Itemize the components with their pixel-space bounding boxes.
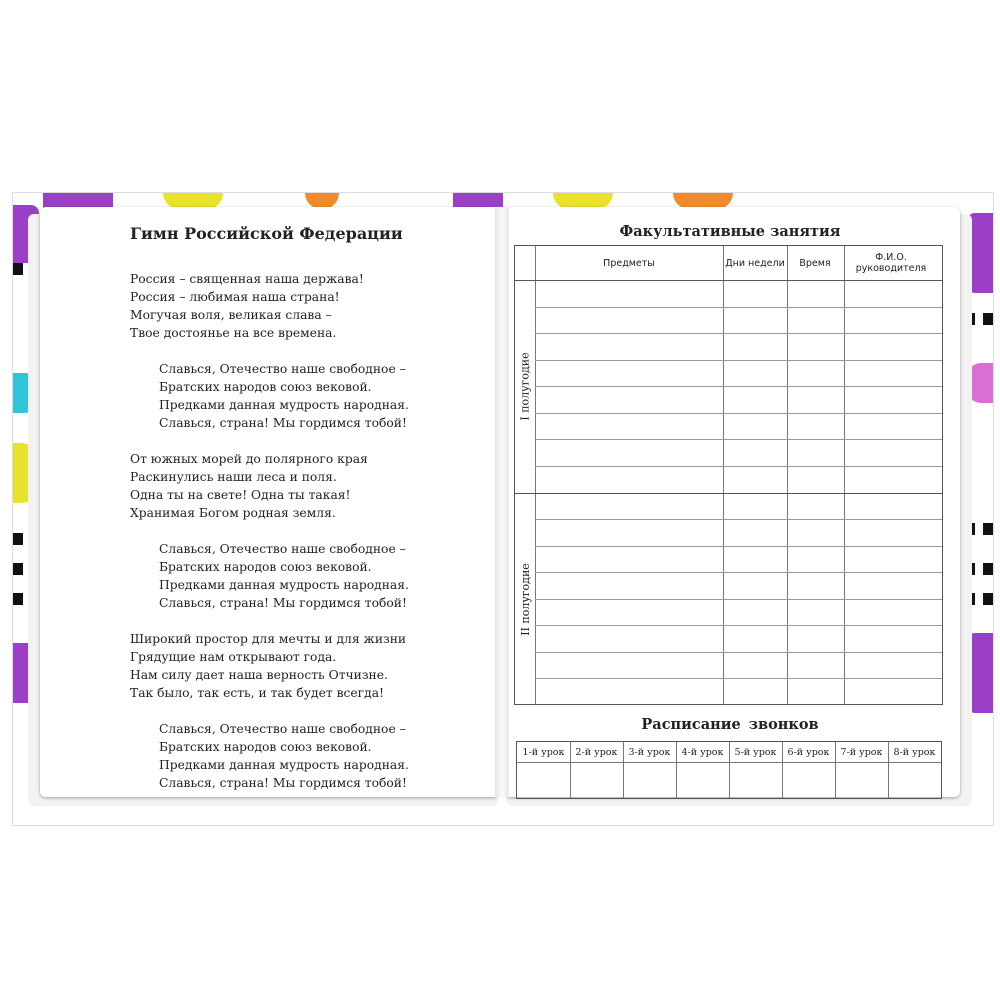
book-spine <box>495 207 509 797</box>
lesson-header: 8-й урок <box>893 746 936 758</box>
anthem-line: Братских народов союз вековой. <box>159 380 372 394</box>
bell-header-divider <box>517 762 941 763</box>
column-header-supervisor: Ф.И.О. руководителя <box>855 252 927 274</box>
lesson-header: 1-й урок <box>522 746 565 758</box>
anthem-line: Славься, страна! Мы гордимся тобой! <box>159 776 407 790</box>
bell-schedule-title: Расписание звонков <box>641 716 819 733</box>
anthem-line: Славься, Отечество наше свободное – <box>159 542 406 556</box>
column-divider <box>723 246 724 704</box>
row-divider <box>535 546 942 547</box>
anthem-line: Так было, так есть, и так будет всегда! <box>130 686 384 700</box>
header-divider <box>515 280 942 281</box>
anthem-line: Одна ты на свете! Одна ты такая! <box>130 488 351 502</box>
row-divider <box>535 652 942 653</box>
semester-label-text: II полугодие <box>518 562 532 636</box>
anthem-line: Славься, Отечество наше свободное – <box>159 722 406 736</box>
row-divider <box>535 466 942 467</box>
lesson-header: 4-й урок <box>681 746 724 758</box>
row-divider <box>535 333 942 334</box>
semester-divider <box>515 493 942 494</box>
anthem-line: Твое достоянье на все времена. <box>130 326 337 340</box>
lesson-header: 3-й урок <box>628 746 671 758</box>
semester-label-text: I полугодие <box>518 352 532 421</box>
row-divider <box>535 519 942 520</box>
lesson-header: 7-й урок <box>840 746 883 758</box>
anthem-line: Нам силу дает наша верность Отчизне. <box>130 668 388 682</box>
anthem-chorus-3 <box>159 720 409 792</box>
anthem-line: Братских народов союз вековой. <box>159 560 372 574</box>
anthem-line: Хранимая Богом родная земля. <box>130 506 336 520</box>
anthem-stanza-1 <box>130 270 409 342</box>
anthem-stanza-2 <box>130 450 409 522</box>
lesson-divider <box>729 742 730 798</box>
lesson-header: 2-й урок <box>575 746 618 758</box>
column-header-days: Дни недели <box>725 257 785 269</box>
anthem-chorus-2 <box>159 540 409 612</box>
row-divider <box>535 625 942 626</box>
lesson-divider <box>782 742 783 798</box>
lesson-divider <box>570 742 571 798</box>
lesson-divider <box>623 742 624 798</box>
anthem-line: Россия – любимая наша страна! <box>130 290 340 304</box>
anthem-line: Славься, Отечество наше свободное – <box>159 362 406 376</box>
column-header-time: Время <box>799 257 831 269</box>
anthem-line: Предками данная мудрость народная. <box>159 578 409 592</box>
anthem-line: Раскинулись наши леса и поля. <box>130 470 337 484</box>
lesson-header: 5-й урок <box>734 746 777 758</box>
anthem-line: Предками данная мудрость народная. <box>159 398 409 412</box>
row-divider <box>535 413 942 414</box>
lesson-divider <box>888 742 889 798</box>
lesson-divider <box>676 742 677 798</box>
lesson-divider <box>835 742 836 798</box>
optional-classes-table <box>514 245 943 705</box>
column-header-subjects: Предметы <box>603 257 655 269</box>
row-divider <box>535 678 942 679</box>
anthem-text <box>130 270 409 810</box>
row-divider <box>535 572 942 573</box>
row-divider <box>535 599 942 600</box>
column-divider <box>535 246 536 704</box>
anthem-title: Гимн Российской Федерации <box>130 224 403 243</box>
anthem-line: Могучая воля, великая слава – <box>130 308 332 322</box>
row-divider <box>535 439 942 440</box>
optional-classes-title: Факультативные занятия <box>619 223 841 240</box>
anthem-line: Грядущие нам открывают года. <box>130 650 337 664</box>
semester-label-second <box>515 493 535 705</box>
anthem-line: От южных морей до полярного края <box>130 452 368 466</box>
anthem-line: Предками данная мудрость народная. <box>159 758 409 772</box>
anthem-line: Братских народов союз вековой. <box>159 740 372 754</box>
lesson-header: 6-й урок <box>787 746 830 758</box>
row-divider <box>535 360 942 361</box>
anthem-stanza-3 <box>130 630 409 702</box>
anthem-line: Широкий простор для мечты и для жизни <box>130 632 407 646</box>
anthem-line: Славься, страна! Мы гордимся тобой! <box>159 596 407 610</box>
semester-label-first <box>515 280 535 493</box>
anthem-line: Славься, страна! Мы гордимся тобой! <box>159 416 407 430</box>
row-divider <box>535 307 942 308</box>
column-divider <box>787 246 788 704</box>
anthem-chorus-1 <box>159 360 409 432</box>
row-divider <box>535 386 942 387</box>
anthem-line: Россия – священная наша держава! <box>130 272 364 286</box>
column-divider <box>844 246 845 704</box>
bell-schedule-table <box>516 741 942 799</box>
